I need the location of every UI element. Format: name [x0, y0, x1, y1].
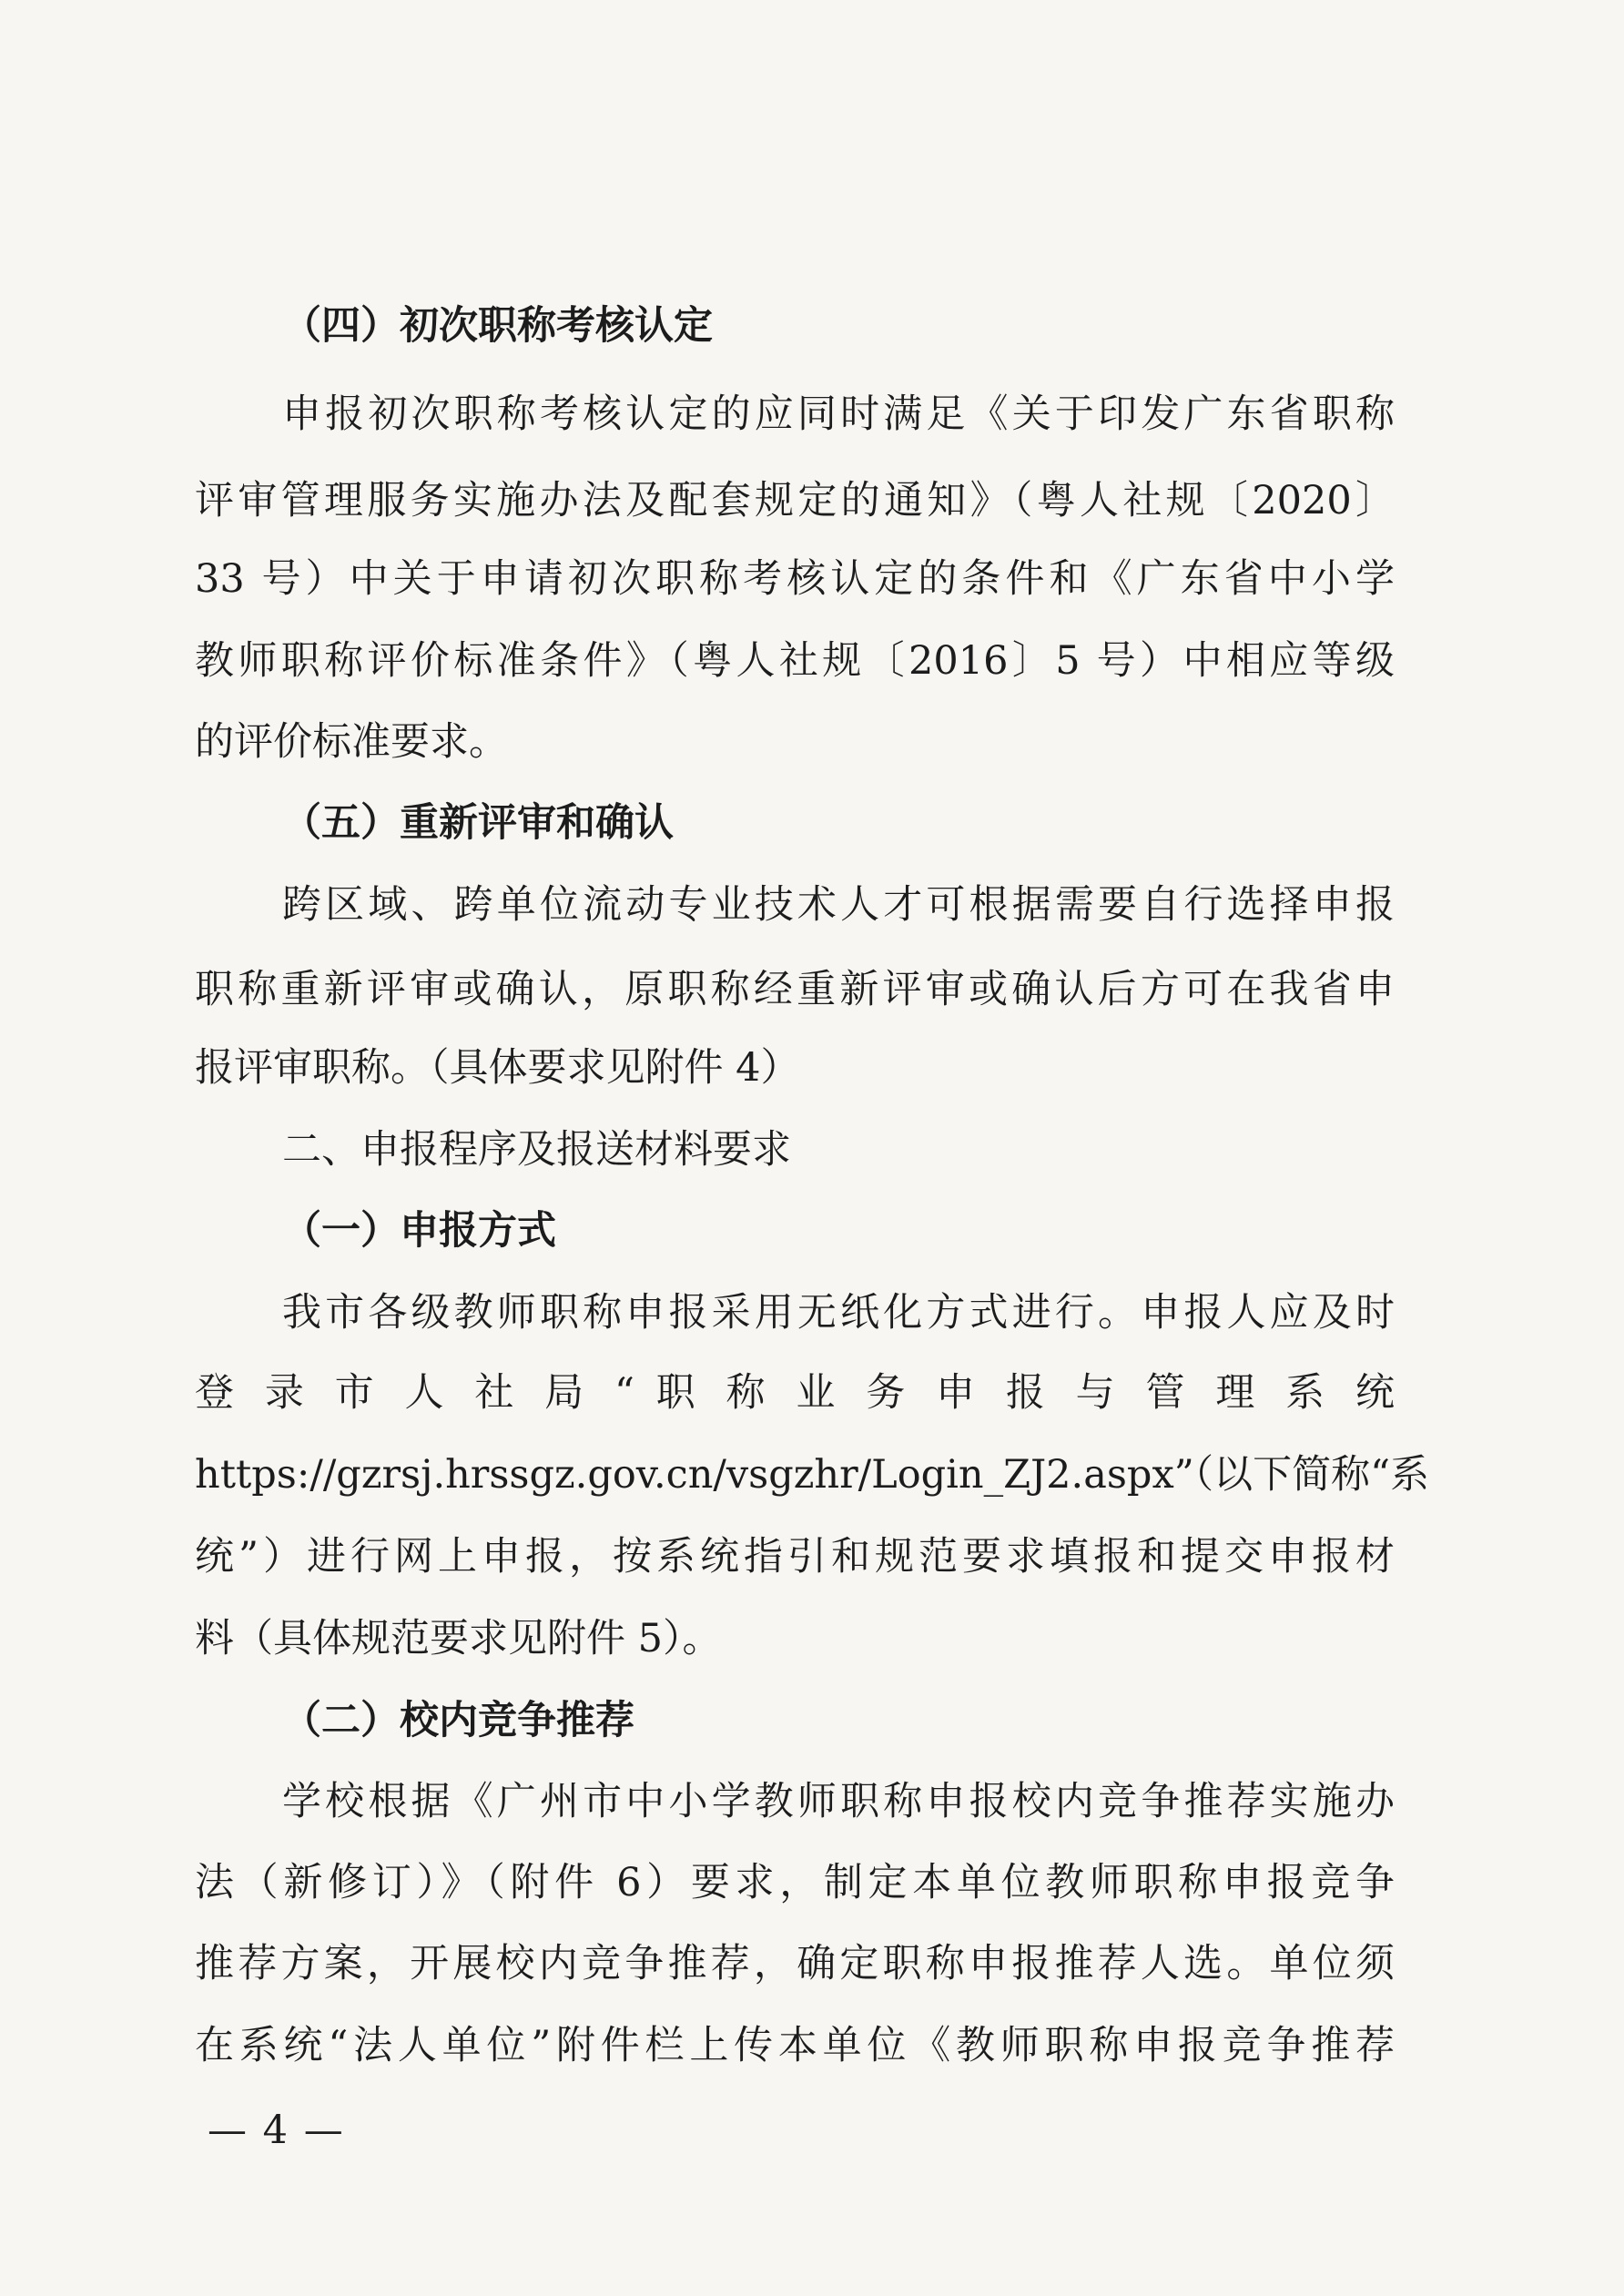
- section4-line-2: 评审管理服务实施办法及配套规定的通知》（粤人社规〔2020〕: [195, 478, 1395, 523]
- section5-heading: （五）重新评审和确认: [282, 800, 674, 846]
- sub1-line-5: 料（具体规范要求见附件 5）。: [195, 1616, 722, 1661]
- sub2-line-3: 推荐方案，开展校内竞争推荐，确定职称申报推荐人选。单位须: [195, 1941, 1395, 1986]
- sub1-line-2: 登 录 市 人 社 局 “ 职 称 业 务 申 报 与 管 理 系 统: [195, 1370, 1395, 1416]
- sub1-heading: （一）申报方式: [282, 1208, 556, 1254]
- section5-line-1: 跨区域、跨单位流动专业技术人才可根据需要自行选择申报: [282, 882, 1395, 928]
- sub2-line-4: 在系统“法人单位”附件栏上传本单位《教师职称申报竞争推荐: [195, 2023, 1395, 2068]
- section4-line-4: 教师职称评价标准条件》（粤人社规〔2016〕5 号）中相应等级: [195, 638, 1395, 684]
- section4-heading: （四）初次职称考核认定: [282, 303, 713, 349]
- section4-line-1: 申报初次职称考核认定的应同时满足《关于印发广东省职称: [282, 391, 1395, 437]
- page-number: — 4 —: [208, 2108, 345, 2153]
- sub2-heading: （二）校内竞争推荐: [282, 1698, 634, 1743]
- section5-line-2: 职称重新评审或确认，原职称经重新评审或确认后方可在我省申: [195, 967, 1395, 1012]
- sub2-line-1: 学校根据《广州市中小学教师职称申报校内竞争推荐实施办: [282, 1779, 1395, 1824]
- sub1-line-3: https://gzrsj.hrssgz.gov.cn/vsgzhr/Login_ZJ2.aspx”（以下简称“系: [195, 1452, 1430, 1498]
- section4-line-3: 33 号）中关于申请初次职称考核认定的条件和《广东省中小学: [195, 556, 1395, 602]
- sub2-line-2: 法（新修订）》（附件 6）要求，制定本单位教师职称申报竞争: [195, 1860, 1395, 1905]
- sub1-line-4: 统”）进行网上申报，按系统指引和规范要求填报和提交申报材: [195, 1534, 1395, 1580]
- section4-line-5: 的评价标准要求。: [195, 719, 508, 765]
- part2-heading: 二、申报程序及报送材料要求: [282, 1127, 791, 1173]
- sub1-line-1: 我市各级教师职称申报采用无纸化方式进行。申报人应及时: [282, 1290, 1395, 1336]
- section5-line-3: 报评审职称。（具体要求见附件 4）: [195, 1045, 800, 1091]
